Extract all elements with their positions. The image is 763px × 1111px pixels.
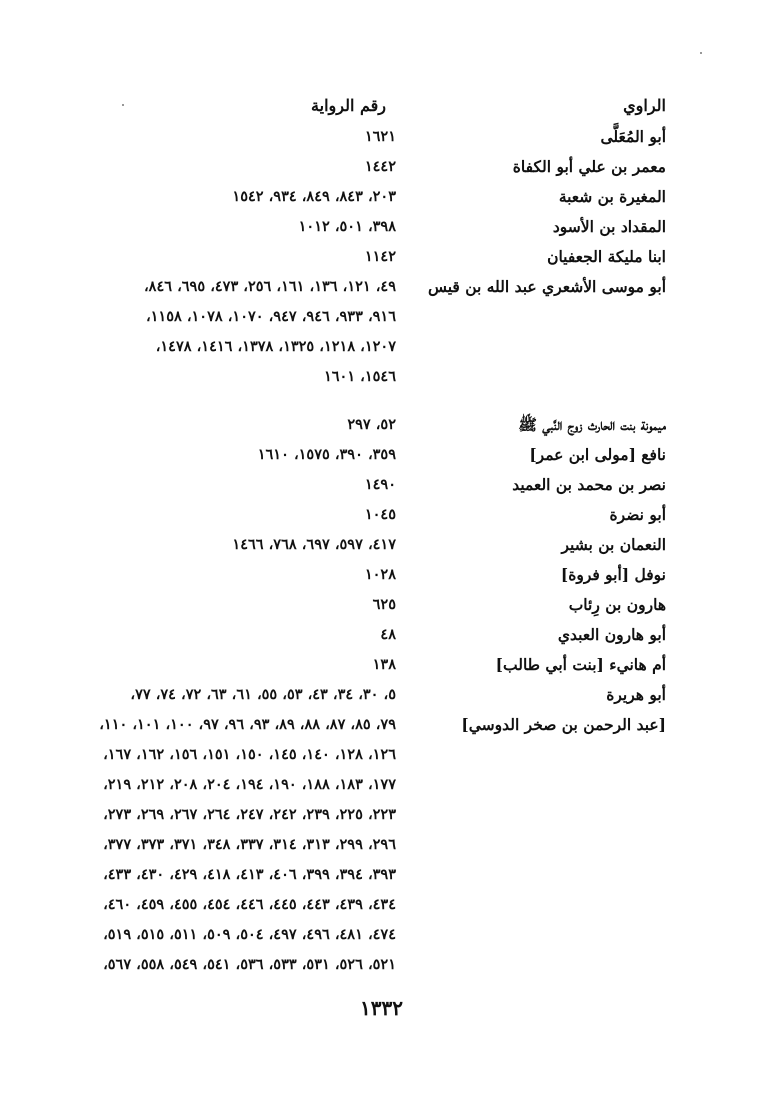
- index-row: [56, 650, 666, 680]
- narrator-name: [396, 890, 666, 920]
- index-row: [56, 950, 666, 980]
- index-row: [56, 182, 666, 212]
- hadith-numbers: ٢٩٦، ٢٩٩، ٣١٣، ٣١٤، ٣٣٧، ٣٤٨، ٣٧١، ٣٧٣، ٣٧٧،: [103, 836, 396, 853]
- index-row: [56, 302, 666, 332]
- hadith-numbers: ١٠٤٥: [364, 506, 396, 523]
- narrator-name: معمر بن علي أبو الكفاة: [512, 157, 666, 176]
- hadith-numbers: ١٣٨: [372, 656, 396, 673]
- narrator-name: [396, 740, 666, 770]
- hadith-numbers: ١١٤٢: [364, 248, 396, 265]
- hadith-numbers: ٣٩٨، ٥٠١، ١٠١٢: [298, 218, 396, 235]
- scan-speck: [700, 52, 702, 54]
- index-row: [56, 860, 666, 890]
- narrator-name: نوفل [أبو فروة]: [560, 565, 666, 584]
- index-row: [56, 560, 666, 590]
- narrator-name: نافع [مولى ابن عمر]: [529, 445, 666, 464]
- hadith-numbers: ١٧٧، ١٨٣، ١٨٨، ١٩٠، ١٩٤، ٢٠٤، ٢٠٨، ٢١٢، ٢١٩،: [103, 776, 396, 793]
- index-row: [56, 800, 666, 830]
- hadith-numbers: ٤٨: [380, 626, 396, 643]
- hadith-numbers: ١٤٩٠: [364, 476, 396, 493]
- narrator-name: أبو نضرة: [609, 505, 666, 524]
- hadith-numbers: ٧٩، ٨٥، ٨٧، ٨٨، ٨٩، ٩٣، ٩٦، ٩٧، ١٠٠، ١٠١، ١١٠،: [99, 716, 396, 733]
- narrator-name: [عبد الرحمن بن صخر الدوسي]: [461, 715, 666, 734]
- index-row: [56, 590, 666, 620]
- hadith-numbers: ١٢٦، ١٢٨، ١٤٠، ١٤٥، ١٥٠، ١٥١، ١٥٦، ١٦٢، ١٦٧،: [103, 746, 396, 763]
- narrator-name: [396, 950, 666, 980]
- narrator-name: أبو هريرة: [606, 685, 666, 704]
- hadith-numbers: ٤٣٤، ٤٣٩، ٤٤٣، ٤٤٥، ٤٤٦، ٤٥٤، ٤٥٥، ٤٥٩، ٤٦٠،: [103, 896, 396, 913]
- scan-speck: [122, 104, 124, 106]
- narrator-name: [396, 362, 666, 392]
- section-gap: [56, 392, 666, 410]
- index-row: [56, 830, 666, 860]
- index-row: [56, 890, 666, 920]
- narrator-name: المغيرة بن شعبة: [558, 187, 666, 206]
- narrator-name: [396, 830, 666, 860]
- index-row: [56, 410, 666, 440]
- index-row: [56, 332, 666, 362]
- narrator-column-header: الراوي: [623, 96, 666, 115]
- index-row: [56, 530, 666, 560]
- index-row: [56, 710, 666, 740]
- hadith-numbers: ١٦٢١: [364, 128, 396, 145]
- hadith-numbers: ١٢٠٧، ١٢١٨، ١٣٢٥، ١٣٧٨، ١٤١٦، ١٤٧٨،: [155, 338, 396, 355]
- index-row: [56, 242, 666, 272]
- index-row: [56, 212, 666, 242]
- narrator-name: ميمونة بنت الحارث زوج النَّبي ﷺ: [518, 415, 666, 434]
- index-row: [56, 740, 666, 770]
- index-row: [56, 122, 666, 152]
- narrator-name: هارون بن رِئاب: [568, 595, 666, 614]
- narrator-name: [396, 920, 666, 950]
- numbers-column-header: رقم الرواية: [311, 96, 386, 115]
- hadith-numbers: ٥٢، ٢٩٧: [347, 416, 396, 433]
- hadith-numbers: ٥، ٣٠، ٣٤، ٤٣، ٥٣، ٥٥، ٦١، ٦٣، ٧٢، ٧٤، ٧٧،: [130, 686, 396, 703]
- hadith-numbers: ١٤٤٢: [364, 158, 396, 175]
- hadith-numbers: ٢٢٣، ٢٢٥، ٢٣٩، ٢٤٢، ٢٤٧، ٢٦٤، ٢٦٧، ٢٦٩، ٢٧٣،: [103, 806, 396, 823]
- narrator-name: [396, 332, 666, 362]
- index-row: [56, 920, 666, 950]
- index-row: [56, 500, 666, 530]
- narrator-name: ابنا مليكة الجعفيان: [547, 247, 666, 266]
- index-row: [56, 470, 666, 500]
- index-row: [56, 272, 666, 302]
- index-row: [56, 620, 666, 650]
- narrator-name: أبو موسى الأشعري عبد الله بن قيس: [427, 277, 666, 296]
- page-number: ١٣٣٢: [360, 996, 403, 1020]
- hadith-numbers: ١٥٤٦، ١٦٠١: [323, 368, 396, 385]
- index-table: [56, 122, 666, 980]
- hadith-numbers: ١٠٢٨: [364, 566, 396, 583]
- hadith-numbers: ٢٠٣، ٨٤٣، ٨٤٩، ٩٣٤، ١٥٤٢: [232, 188, 396, 205]
- narrator-name: [396, 770, 666, 800]
- hadith-numbers: ٣٥٩، ٣٩٠، ١٥٧٥، ١٦١٠: [257, 446, 396, 463]
- index-row: [56, 152, 666, 182]
- narrator-name: أبو المُعَلَّى: [600, 127, 666, 146]
- index-row: [56, 440, 666, 470]
- hadith-numbers: ٤٧٤، ٤٨١، ٤٩٦، ٤٩٧، ٥٠٤، ٥٠٩، ٥١١، ٥١٥، ٥١٩،: [103, 926, 396, 943]
- narrator-name: النعمان بن بشير: [561, 535, 666, 554]
- narrator-name: أبو هارون العبدي: [557, 625, 666, 644]
- narrator-name: [396, 860, 666, 890]
- hadith-numbers: ٤٩، ١٢١، ١٣٦، ١٦١، ٢٥٦، ٤٧٣، ٦٩٥، ٨٤٦،: [143, 278, 396, 295]
- hadith-numbers: ٩١٦، ٩٣٣، ٩٤٦، ٩٤٧، ١٠٧٠، ١٠٧٨، ١١٥٨،: [145, 308, 396, 325]
- index-row: [56, 770, 666, 800]
- narrator-name: [396, 800, 666, 830]
- narrator-name: المقداد بن الأسود: [552, 217, 666, 236]
- hadith-numbers: ٤١٧، ٥٩٧، ٦٩٧، ٧٦٨، ١٤٦٦: [232, 536, 396, 553]
- hadith-numbers: ٣٩٣، ٣٩٤، ٣٩٩، ٤٠٦، ٤١٣، ٤١٨، ٤٢٩، ٤٣٠، ٤٣٣،: [103, 866, 396, 883]
- index-row: [56, 362, 666, 392]
- narrator-name: نصر بن محمد بن العميد: [512, 475, 666, 494]
- index-row: [56, 680, 666, 710]
- hadith-numbers: ٥٢١، ٥٢٦، ٥٣١، ٥٣٣، ٥٣٦، ٥٤١، ٥٤٩، ٥٥٨، ٥٦٧،: [103, 956, 396, 973]
- hadith-numbers: ٦٢٥: [372, 596, 396, 613]
- narrator-name: أم هانيء [بنت أبي طالب]: [495, 655, 666, 674]
- narrator-name: [396, 302, 666, 332]
